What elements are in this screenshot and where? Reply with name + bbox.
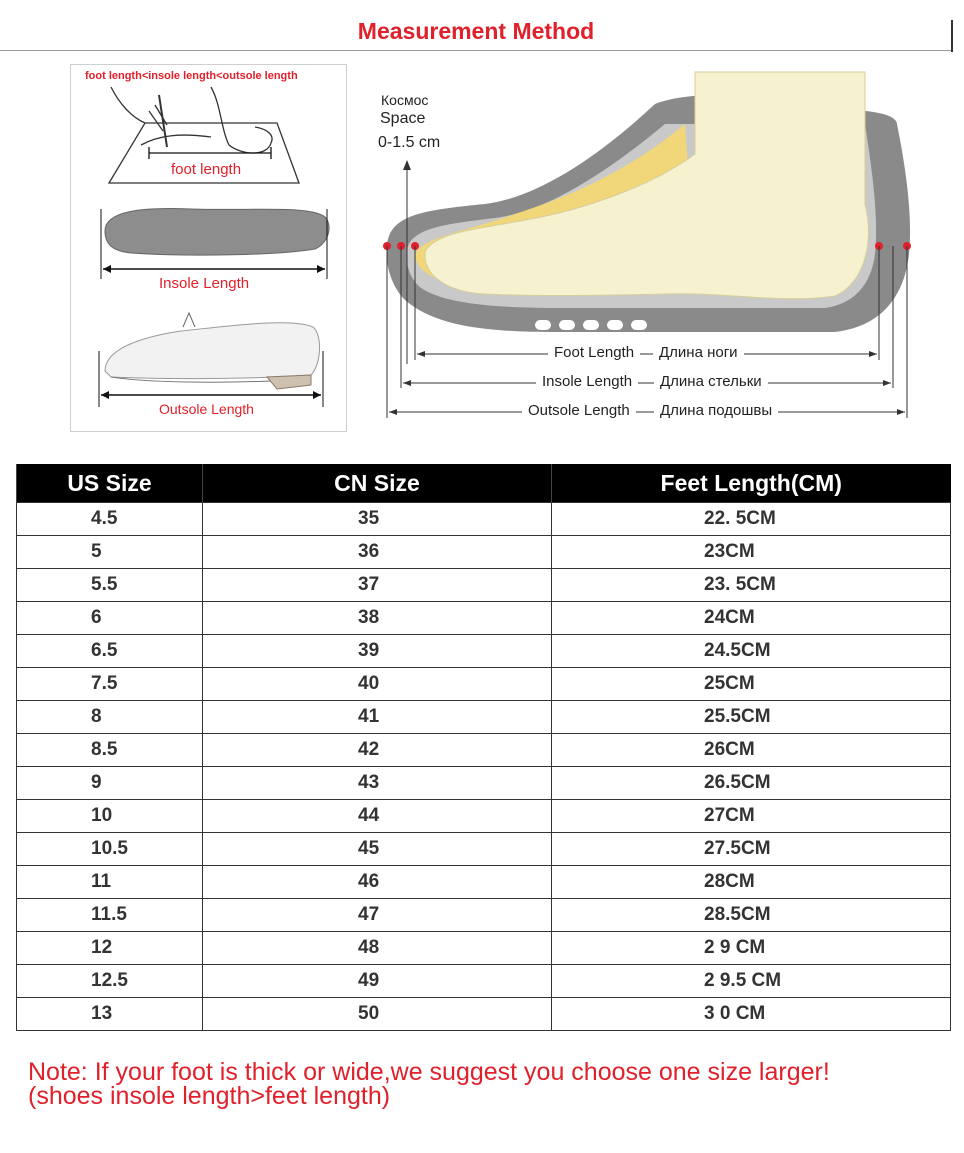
cn-size-cell: 39: [203, 635, 552, 668]
us-size-cell: 8: [17, 701, 203, 734]
feet-length-cell: 25CM: [552, 668, 951, 701]
us-size-cell: 5.5: [17, 569, 203, 602]
title-edge-mark: [951, 20, 953, 52]
table-row: [17, 965, 951, 998]
feet-length-cell: 26CM: [552, 734, 951, 767]
feet-length-cell: 2 9 CM: [552, 932, 951, 965]
cn-size-cell: 38: [203, 602, 552, 635]
table-row: [17, 767, 951, 800]
table-row: [17, 833, 951, 866]
us-size-header: US Size: [17, 464, 203, 503]
cn-size-cell: 41: [203, 701, 552, 734]
table-row: [17, 536, 951, 569]
table-row: [17, 998, 951, 1031]
us-size-cell: 8.5: [17, 734, 203, 767]
space-label-en: Space: [380, 110, 426, 127]
sizing-note-line-2: (shoes insole length>feet length): [28, 1082, 391, 1110]
foot-length-label: foot length: [171, 161, 242, 178]
table-row: [17, 866, 951, 899]
cn-size-cell: 36: [203, 536, 552, 569]
table-row: [17, 569, 951, 602]
outsole-length-dimension-ru: Длина подошвы: [654, 402, 778, 419]
cn-size-cell: 43: [203, 767, 552, 800]
feet-length-cell: 27CM: [552, 800, 951, 833]
cn-size-header: CN Size: [203, 464, 552, 503]
title-divider: [0, 50, 952, 51]
cn-size-cell: 46: [203, 866, 552, 899]
table-row: [17, 503, 951, 536]
feet-length-cell: 3 0 CM: [552, 998, 951, 1031]
feet-length-cell: 26.5CM: [552, 767, 951, 800]
cn-size-cell: 50: [203, 998, 552, 1031]
feet-length-cell: 28.5CM: [552, 899, 951, 932]
shoe-cross-section-diagram: [365, 64, 925, 434]
sizing-note: [28, 1060, 928, 1108]
us-size-cell: 10: [17, 800, 203, 833]
cn-size-cell: 47: [203, 899, 552, 932]
us-size-cell: 11.5: [17, 899, 203, 932]
cn-size-cell: 44: [203, 800, 552, 833]
measurement-sketches: [71, 65, 346, 431]
cn-size-cell: 42: [203, 734, 552, 767]
size-chart-table: [16, 464, 950, 1031]
us-size-cell: 6: [17, 602, 203, 635]
shoe-section-icon: [365, 64, 925, 434]
us-size-cell: 9: [17, 767, 203, 800]
measurement-illustration-panel: [70, 64, 347, 432]
feet-length-cell: 22. 5CM: [552, 503, 951, 536]
us-size-cell: 11: [17, 866, 203, 899]
foot-length-dimension-ru: Длина ноги: [653, 344, 744, 361]
insole-icon: [101, 209, 329, 279]
table-row: [17, 734, 951, 767]
feet-length-cell: 25.5CM: [552, 701, 951, 734]
table-row: [17, 602, 951, 635]
outsole-length-dimension-en: Outsole Length: [522, 402, 636, 419]
table-row: [17, 932, 951, 965]
cn-size-cell: 48: [203, 932, 552, 965]
us-size-cell: 13: [17, 998, 203, 1031]
table-header-row: [17, 464, 951, 503]
us-size-cell: 12.5: [17, 965, 203, 998]
table-row: [17, 800, 951, 833]
feet-length-header: Feet Length(CM): [552, 464, 951, 503]
feet-length-cell: 2 9.5 CM: [552, 965, 951, 998]
feet-length-cell: 28CM: [552, 866, 951, 899]
cn-size-cell: 49: [203, 965, 552, 998]
feet-length-cell: 27.5CM: [552, 833, 951, 866]
cn-size-cell: 35: [203, 503, 552, 536]
cn-size-cell: 40: [203, 668, 552, 701]
insole-length-dimension-ru: Длина стельки: [654, 373, 768, 390]
space-label-ru: Космос: [381, 92, 429, 108]
table-row: [17, 899, 951, 932]
feet-length-cell: 23CM: [552, 536, 951, 569]
outsole-length-label: Outsole Length: [159, 401, 254, 417]
sizing-note-line-1: Note: If your foot is thick or wide,we suggest you choose one size larger!: [28, 1058, 830, 1086]
space-range: 0-1.5 cm: [378, 134, 441, 151]
table-body: [17, 503, 951, 1031]
us-size-cell: 5: [17, 536, 203, 569]
table-row: [17, 635, 951, 668]
table-row: [17, 668, 951, 701]
insole-length-dimension-en: Insole Length: [536, 373, 638, 390]
page-title: Measurement Method: [357, 18, 595, 44]
us-size-cell: 7.5: [17, 668, 203, 701]
cn-size-cell: 37: [203, 569, 552, 602]
us-size-cell: 4.5: [17, 503, 203, 536]
feet-length-cell: 23. 5CM: [552, 569, 951, 602]
us-size-cell: 10.5: [17, 833, 203, 866]
us-size-cell: 12: [17, 932, 203, 965]
us-size-cell: 6.5: [17, 635, 203, 668]
table-row: [17, 701, 951, 734]
shoe-icon: [99, 313, 323, 407]
length-relation-heading: foot length<insole length<outsole length: [85, 70, 298, 82]
cn-size-cell: 45: [203, 833, 552, 866]
foot-length-dimension-en: Foot Length: [548, 344, 640, 361]
feet-length-cell: 24CM: [552, 602, 951, 635]
feet-length-cell: 24.5CM: [552, 635, 951, 668]
insole-length-label: Insole Length: [159, 275, 250, 292]
